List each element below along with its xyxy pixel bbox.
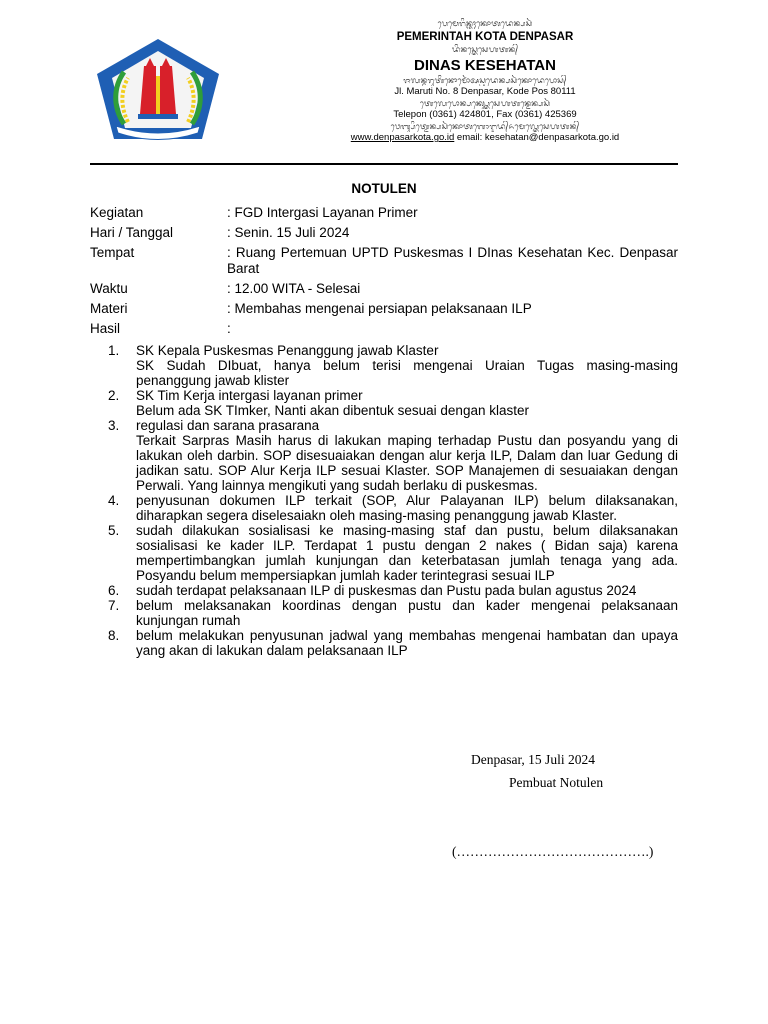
item-body xyxy=(136,628,678,658)
item-number: 4. xyxy=(108,493,120,508)
denpasar-city-emblem-icon xyxy=(94,36,222,142)
logo-motto: PURADHIPA BARA BHAVANA xyxy=(133,128,183,132)
item-body xyxy=(136,583,678,598)
item-heading: belum melaksanakan koordinas dengan pustu dan kader mengenai pelaksanaan kunjungan rumah xyxy=(136,598,678,628)
balinese-script-line: ᬢᬾᬮᬾᬧᭀᬦ᭄ᬧᬓ᭄ᬲ᭄ᬓᬾᬲᬾᬳᬢᬦ᭄ᬤᬾᬦ᭄ᬧᬲᬃ xyxy=(419,99,551,108)
balinese-script-line: ᬚᬮᬦ᭄ᬫᬭᬸᬢᬶᬦᭀᬫᭀᬃᬅᬲ᭄ᬝᬤᬾᬦ᭄ᬧᬲᬃᬓᭀᬤᬾᬧᭀᬲ᭄ xyxy=(403,76,567,85)
item-text: SK Sudah DIbuat, hanya belum terisi mengenai Uraian Tugas masing-masing penanggung jawab klister xyxy=(136,358,678,388)
results-list xyxy=(108,343,678,658)
item-body xyxy=(136,418,678,493)
government-name: PEMERINTAH KOTA DENPASAR xyxy=(396,31,574,43)
item-heading: sudah dilakukan sosialisasi ke masing-masing staf dan pustu, belum dilaksanakan sosialisasi ke kader ILP. Terdapat 1 pustu dengan 2 nakes ( Bidan saja) karena mempertimbangkan jumlah kunjungan dan keterbatasan jumlah tenaga yang ada. Posyandu belum mempersiapkan jumlah kader terintegrasi sesuai ILP xyxy=(136,523,678,583)
item-number: 6. xyxy=(108,583,120,598)
item-number: 8. xyxy=(108,628,120,643)
item-number: 5. xyxy=(108,523,120,538)
list-item xyxy=(108,628,678,658)
info-label: Kegiatan xyxy=(90,205,144,220)
info-value: : 12.00 WITA - Selesai xyxy=(227,281,361,296)
letterhead xyxy=(265,18,705,144)
info-value: : FGD Intergasi Layanan Primer xyxy=(227,205,418,220)
list-item xyxy=(108,523,678,583)
info-value: : Senin. 15 Juli 2024 xyxy=(227,225,350,240)
info-row xyxy=(90,245,678,281)
item-text: Terkait Sarpras Masih harus di lakukan maping terhadap Pustu dan posyandu yang di lakukan oleh darbin. SOP disesuaiakan dengan alur kerja ILP, Dalam dan luar Gedung di jadikan satu. SOP Alur Kerja ILP sesuai Klaster. SOP Manajemen di sesuaiakan dengan Perwali. Yang lainnya mengikuti yang sudah berlaku di puskesmas. xyxy=(136,433,678,493)
info-label: Hari / Tanggal xyxy=(90,225,174,240)
item-number: 7. xyxy=(108,598,120,613)
list-item xyxy=(108,343,678,388)
info-row xyxy=(90,225,678,245)
info-value: : Ruang Pertemuan UPTD Puskesmas I DInas Kesehatan Kec. Denpasar Barat xyxy=(227,245,678,276)
item-heading: SK Tim Kerja intergasi layanan primer xyxy=(136,388,363,403)
item-body xyxy=(136,493,678,523)
signature-role: Pembuat Notulen xyxy=(509,775,604,790)
info-value: : xyxy=(227,321,231,336)
phone-line: Telepon (0361) 424801, Fax (0361) 425369 xyxy=(393,109,577,120)
list-item xyxy=(108,583,678,598)
document-title: NOTULEN xyxy=(351,181,417,196)
info-label: Hasil xyxy=(90,321,121,336)
item-number: 2. xyxy=(108,388,120,403)
info-value: : Membahas mengenai persiapan pelaksanaan ILP xyxy=(227,301,532,316)
info-label: Tempat xyxy=(90,245,135,260)
item-heading: regulasi dan sarana prasarana xyxy=(136,418,320,433)
list-item xyxy=(108,598,678,628)
address-line: Jl. Maruti No. 8 Denpasar, Kode Pos 80111 xyxy=(394,86,576,97)
list-item xyxy=(108,493,678,523)
list-item xyxy=(108,388,678,418)
info-row xyxy=(90,205,678,225)
contact-line xyxy=(265,132,705,144)
item-body xyxy=(136,523,678,583)
info-row xyxy=(90,301,678,321)
item-number: 3. xyxy=(108,418,120,433)
signature-place-date: Denpasar, 15 Juli 2024 xyxy=(471,752,595,767)
info-label: Waktu xyxy=(90,281,128,296)
list-item xyxy=(108,418,678,493)
item-number: 1. xyxy=(108,343,120,358)
letterhead-divider xyxy=(90,163,678,165)
info-row xyxy=(90,321,678,341)
item-heading: sudah terdapat pelaksanaan ILP di puskesmas dan Pustu pada bulan agustus 2024 xyxy=(136,583,637,598)
balinese-script-line: ᬧᬾᬫᬾᬭᬶᬦ᭄ᬢᬄᬓᭀᬢᬤᬾᬦ᭄ᬧᬲᬃ xyxy=(437,19,533,28)
website-link[interactable]: www.denpasarkota.go.id xyxy=(350,132,455,143)
email-text: email: kesehatan@denpasarkota.go.id xyxy=(454,132,620,143)
item-heading: belum melakukan penyusunan jadwal yang membahas mengenai hambatan dan upaya yang akan di lakukan dalam pelaksanaan ILP xyxy=(136,628,678,658)
meeting-info xyxy=(90,205,678,341)
item-body xyxy=(136,343,678,388)
balinese-script-line: ᬯᬾᬩ᭄ᬲᬶᬢ᭄ᬤᬾᬦ᭄ᬧᬲᬃᬓᭀᬢᬕᭀᬇᬤ᭄ᬏᬫᬾᬮ᭄ᬓᬾᬲᬾᬳᬢᬦ᭄ xyxy=(390,122,580,131)
item-body xyxy=(136,388,678,418)
item-heading: penyusunan dokumen ILP terkait (SOP, Alur Palayanan ILP) belum dilaksanakan, diharapkan segera diselesaiakn oleh masing-masing penanggung jawab Klaster. xyxy=(136,493,678,523)
signature-blank-line: (…………………………………….) xyxy=(452,844,654,859)
info-label: Materi xyxy=(90,301,128,316)
info-row xyxy=(90,281,678,301)
item-body xyxy=(136,598,678,628)
item-heading: SK Kepala Puskesmas Penanggung jawab Klaster xyxy=(136,343,439,358)
balinese-script-line: ᬤᬶᬦᬲ᭄ᬓᬾᬲᬾᬳᬢᬦ᭄ xyxy=(451,45,519,54)
item-text: Belum ada SK TImker, Nanti akan dibentuk sesuai dengan klaster xyxy=(136,403,529,418)
agency-name: DINAS KESEHATAN xyxy=(414,57,556,74)
